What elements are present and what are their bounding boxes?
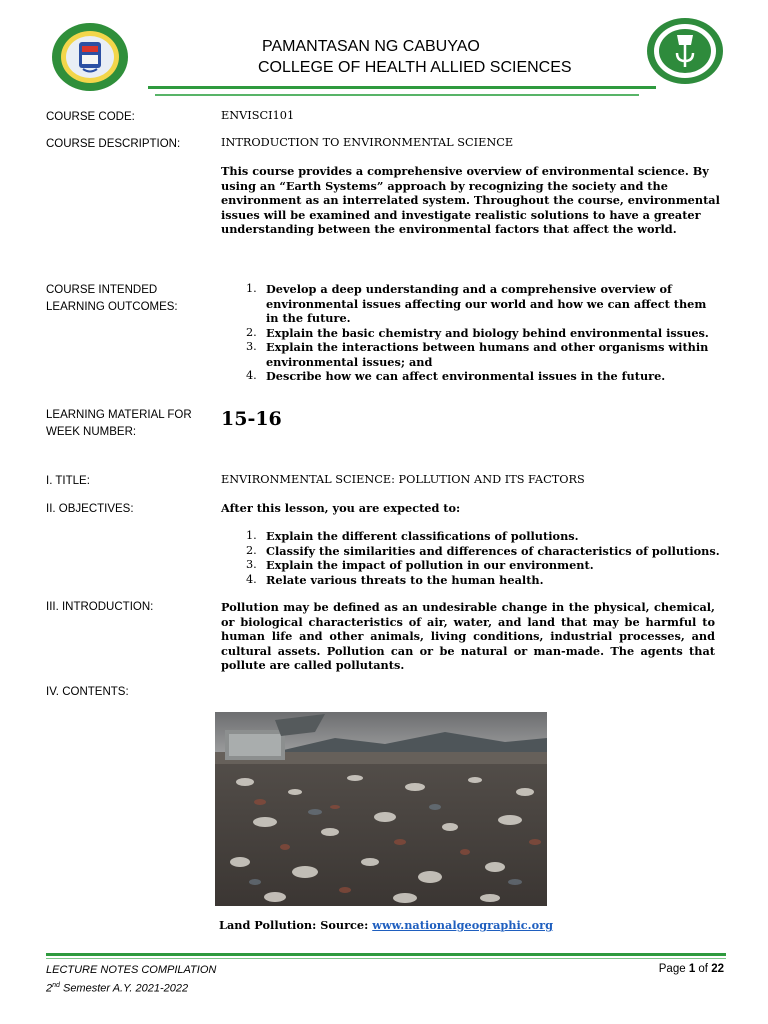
- list-item: 4. Describe how we can affect environmental issues in the future.: [246, 369, 666, 383]
- course-description-label: COURSE DESCRIPTION:: [46, 138, 181, 150]
- source-link[interactable]: www.nationalgeographic.org: [372, 918, 554, 932]
- outcomes-label-line2: LEARNING OUTCOMES:: [46, 301, 178, 313]
- left-seal: [50, 22, 130, 92]
- university-name: PAMANTASAN NG CABUYAO: [262, 38, 480, 55]
- course-description-title: INTRODUCTION TO ENVIRONMENTAL SCIENCE: [221, 136, 514, 149]
- contents-label: IV. CONTENTS:: [46, 686, 129, 698]
- list-item: 2. Classify the similarities and differences of characteristics of pollutions.: [246, 543, 720, 558]
- introduction-text: Pollution may be defined as an undesirable change in the physical, chemical, or biological characteristics of air, water, and land that may be harmful to human life and other animals, living conditions, industrial processes, and cultural assets. Pollution can or be natural or man-made. The agents that pollute are called pollutants.: [221, 600, 715, 672]
- list-item: 3. Explain the interactions between humans and other organisms within environmental issues; and: [246, 340, 709, 369]
- landfill-photo: [215, 712, 547, 906]
- objectives-list: [221, 529, 721, 587]
- week-label: [46, 407, 192, 441]
- footer-line2: 2nd Semester A.Y. 2021-2022: [46, 982, 189, 995]
- right-seal: [645, 17, 725, 85]
- list-item: 1. Explain the different classifications of pollutions.: [246, 529, 579, 543]
- footer-line1: LECTURE NOTES COMPILATION: [46, 964, 217, 976]
- page-number: Page 1 of 22: [658, 963, 724, 975]
- course-description-text: This course provides a comprehensive overview of environmental science. By using an “Earth Systems” approach by recognizing the society and the environment as an interrelated system. Throughout the course, environmental issues will be examined and investigate realistic solutions to have a greater understanding between the environmental factors that affect the world.: [221, 164, 720, 236]
- outcomes-label-line1: COURSE INTENDED: [46, 284, 158, 296]
- college-name: COLLEGE OF HEALTH ALLIED SCIENCES: [258, 59, 572, 76]
- list-item: 4. Relate various threats to the human health.: [246, 572, 544, 587]
- footer-rule: [46, 953, 726, 956]
- introduction-label: III. INTRODUCTION:: [46, 601, 154, 613]
- title-label: I. TITLE:: [46, 475, 90, 487]
- header-rule-shadow: [155, 94, 639, 96]
- objectives-label: II. OBJECTIVES:: [46, 503, 134, 515]
- course-code: ENVISCI101: [221, 109, 295, 122]
- footer-rule-shadow: [46, 958, 726, 959]
- outcomes-label: [46, 282, 178, 316]
- caption-prefix: Land Pollution: Source:: [219, 918, 373, 932]
- header-rule: [148, 86, 656, 89]
- lesson-title: ENVIRONMENTAL SCIENCE: POLLUTION AND ITS FACTORS: [221, 473, 585, 486]
- footer-left: [46, 963, 216, 997]
- list-item: 2. Explain the basic chemistry and biology behind environmental issues.: [246, 325, 709, 340]
- course-code-label: COURSE CODE:: [46, 111, 135, 123]
- list-item: 1. Develop a deep understanding and a comprehensive overview of environmental issues affecting our world and how we can affect them in the future.: [246, 282, 707, 325]
- outcomes-list: [221, 282, 721, 384]
- week-number: 15-16: [221, 408, 282, 430]
- figure-caption: [219, 918, 553, 932]
- week-label-line1: LEARNING MATERIAL FOR: [46, 409, 192, 421]
- list-item: 3. Explain the impact of pollution in our environment.: [246, 558, 594, 572]
- week-label-line2: WEEK NUMBER:: [46, 426, 137, 438]
- objectives-intro: After this lesson, you are expected to:: [221, 501, 461, 515]
